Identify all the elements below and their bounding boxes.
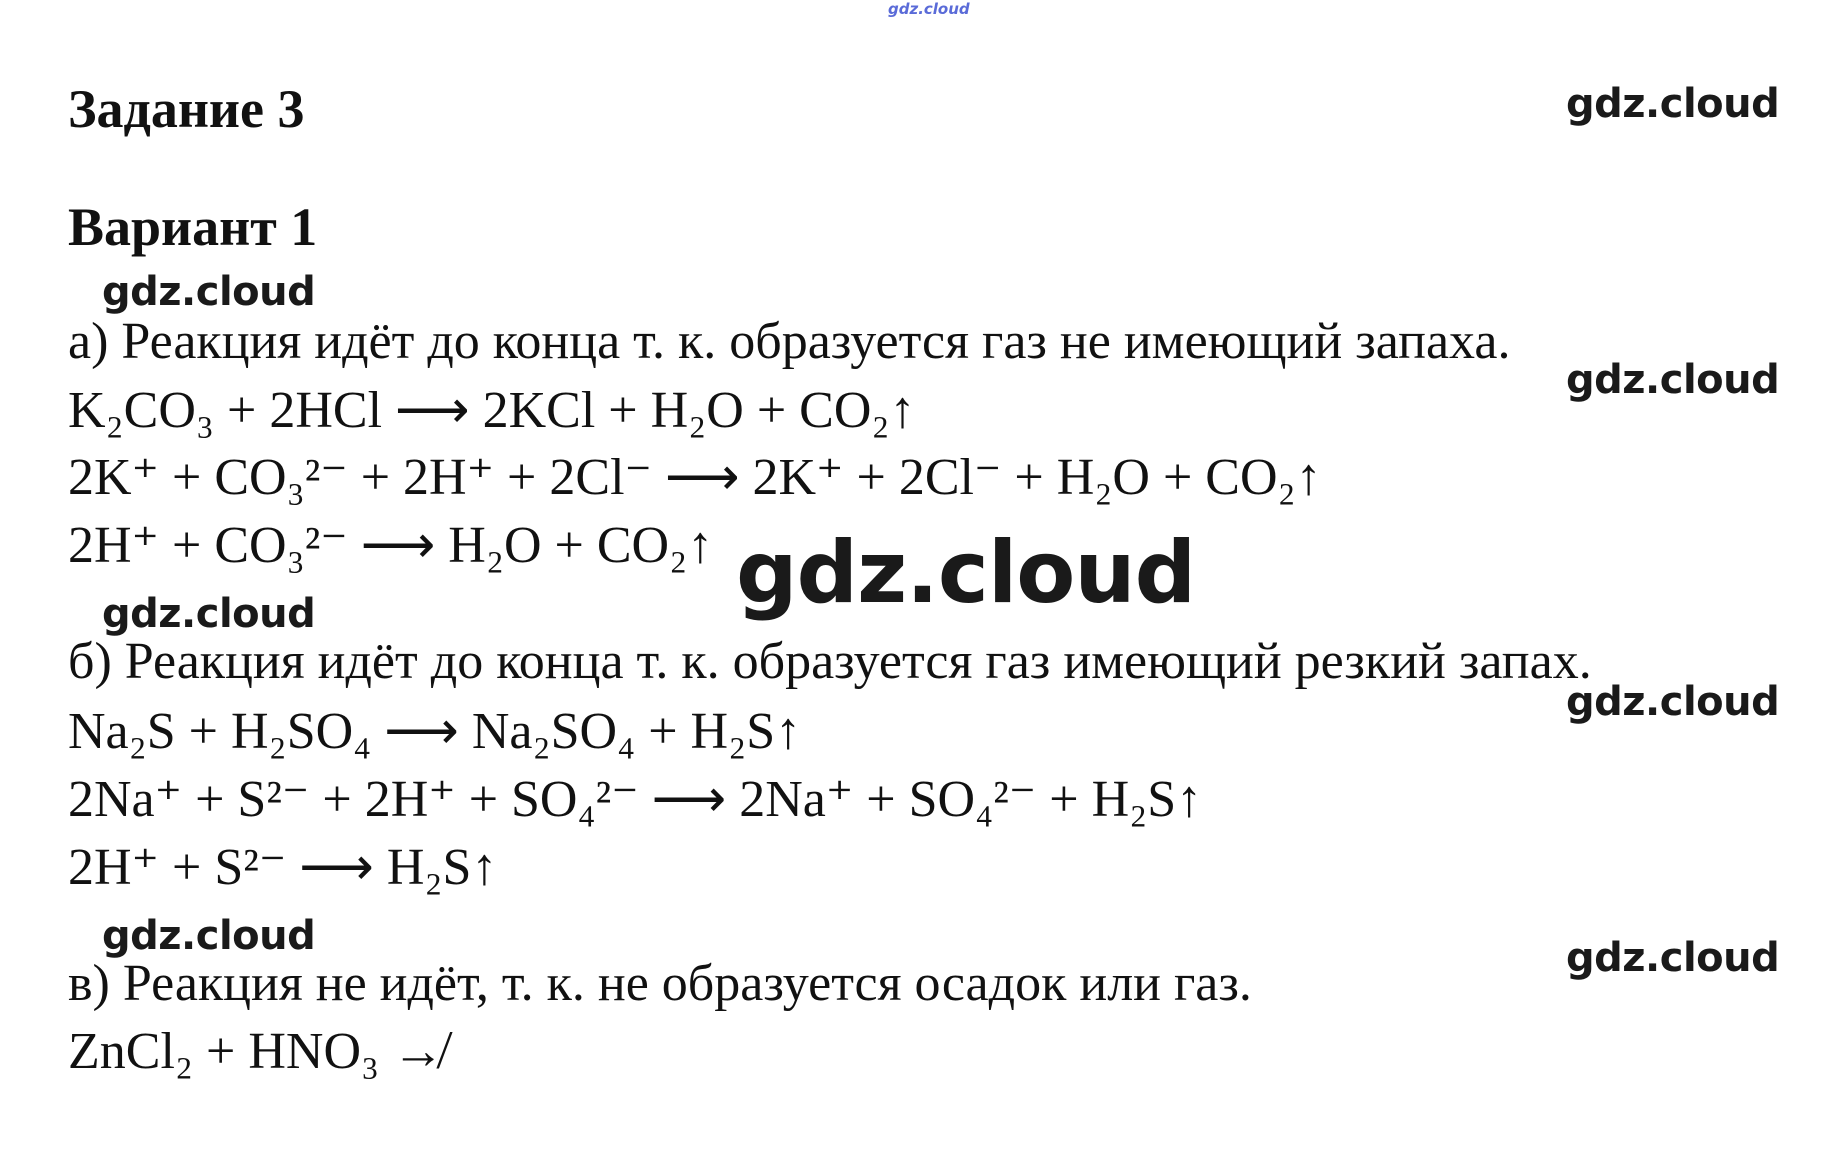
part-b-text: б) Реакция идёт до конца т. к. образуется газ имеющий резкий запах. [68,633,1592,690]
watermark-left-1: gdz.cloud [102,269,316,315]
watermark-top-right: gdz.cloud [1566,81,1780,127]
part-a-equation-molecular: K₂CO₃ + 2HCl ⟶ 2KCl + H₂O + CO₂↑ [68,382,916,439]
watermark-center-big: gdz.cloud [736,523,1196,623]
watermark-top-tiny: gdz.cloud [888,0,970,18]
watermark-left-3: gdz.cloud [102,913,316,959]
watermark-left-2: gdz.cloud [102,591,316,637]
watermark-right-2: gdz.cloud [1566,679,1780,725]
part-b-equation-molecular: Na₂S + H₂SO₄ ⟶ Na₂SO₄ + H₂S↑ [68,703,802,760]
part-c-equation: ZnCl₂ + HNO₃ ↛ [68,1023,445,1080]
part-b-equation-full-ionic: 2Na⁺ + S²⁻ + 2H⁺ + SO₄²⁻ ⟶ 2Na⁺ + SO₄²⁻ + H₂S↑ [68,771,1203,828]
task-title: Задание 3 [68,79,305,139]
variant-title: Вариант 1 [68,197,318,257]
watermark-right-1: gdz.cloud [1566,357,1780,403]
part-a-text: а) Реакция идёт до конца т. к. образуется газ не имеющий запаха. [68,313,1511,370]
part-a-equation-full-ionic: 2K⁺ + CO₃²⁻ + 2H⁺ + 2Cl⁻ ⟶ 2K⁺ + 2Cl⁻ + H₂O + CO₂↑ [68,449,1322,506]
part-a-equation-short-ionic: 2H⁺ + CO₃²⁻ ⟶ H₂O + CO₂↑ [68,517,714,574]
part-b-equation-short-ionic: 2H⁺ + S²⁻ ⟶ H₂S↑ [68,839,498,896]
watermark-right-3: gdz.cloud [1566,935,1780,981]
part-c-text: в) Реакция не идёт, т. к. не образуется осадок или газ. [68,955,1252,1012]
